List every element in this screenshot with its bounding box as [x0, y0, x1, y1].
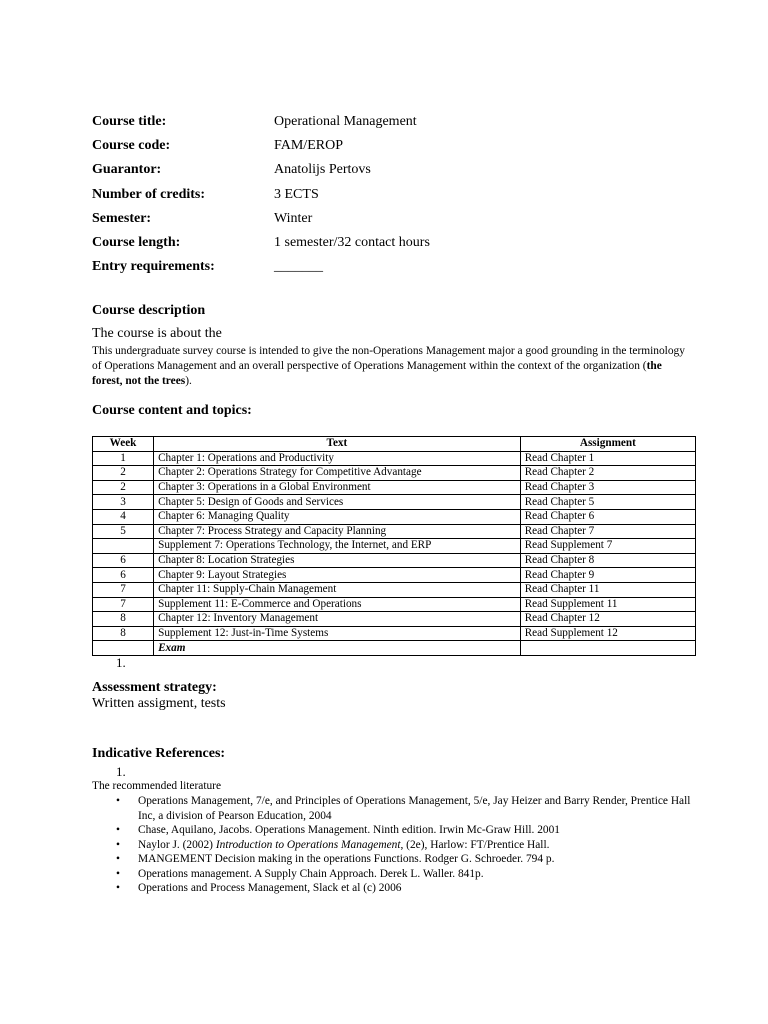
table-row: [93, 451, 696, 466]
cell-assignment: Read Supplement 11: [520, 597, 695, 612]
topics-table: [92, 436, 696, 656]
meta-row-length: [92, 231, 692, 255]
meta-row-entry: [92, 255, 692, 279]
meta-row-guarantor: [92, 158, 692, 182]
list-item: [92, 794, 692, 823]
cell-week: 1: [93, 451, 154, 466]
cell-assignment: Read Chapter 2: [520, 466, 695, 481]
references-number: 1.: [116, 764, 126, 779]
reference-text: Chase, Aquilano, Jacobs. Operations Management. Ninth edition. Irwin Mc-Graw Hill. 2001: [138, 824, 561, 836]
cell-text: Chapter 11: Supply-Chain Management: [154, 582, 521, 597]
meta-value: Anatolijs Pertovs: [274, 162, 371, 178]
cell-text: Chapter 5: Design of Goods and Services: [154, 495, 521, 510]
description-heading: Course description: [92, 303, 206, 318]
table-row: [93, 539, 696, 554]
table-header-row: [93, 437, 696, 452]
meta-label: Course title:: [92, 114, 167, 130]
table-row: [93, 509, 696, 524]
cell-assignment: [520, 641, 695, 656]
meta-value: 1 semester/32 contact hours: [274, 235, 430, 251]
assessment-text: Written assigment, tests: [92, 696, 226, 711]
header-assignment: Assignment: [520, 437, 695, 452]
table-row: [93, 553, 696, 568]
meta-value: 3 ECTS: [274, 186, 319, 202]
description-intro: The course is about the: [92, 326, 222, 341]
cell-week: 8: [93, 626, 154, 641]
cell-text: Chapter 6: Managing Quality: [154, 509, 521, 524]
table-row: [93, 480, 696, 495]
cell-week: 7: [93, 597, 154, 612]
assessment-heading: Assessment strategy:: [92, 680, 217, 695]
list-item: [92, 867, 692, 882]
list-item: [92, 852, 692, 867]
cell-week: [93, 641, 154, 656]
table-row: [93, 466, 696, 481]
reference-text: Operations management. A Supply Chain Approach. Derek L. Waller. 841p.: [138, 867, 484, 880]
cell-assignment: Read Chapter 1: [520, 451, 695, 466]
header-week: Week: [93, 437, 154, 452]
bullet-icon: •: [116, 795, 120, 807]
cell-text: Chapter 2: Operations Strategy for Competitive Advantage: [154, 466, 521, 481]
references-list: [92, 794, 692, 896]
cell-week: 5: [93, 524, 154, 539]
table-row-exam: [93, 641, 696, 656]
cell-assignment: Read Supplement 7: [520, 539, 695, 554]
description-text-bold: the forest, not the trees: [92, 360, 662, 387]
cell-assignment: Read Chapter 8: [520, 553, 695, 568]
cell-assignment: Read Chapter 12: [520, 612, 695, 627]
bullet-icon: •: [116, 882, 120, 894]
cell-week: 8: [93, 612, 154, 627]
meta-row-semester: [92, 207, 692, 231]
bullet-icon: •: [116, 853, 120, 865]
meta-label: Entry requirements:: [92, 259, 215, 275]
table-row: [93, 582, 696, 597]
list-item: [92, 838, 692, 853]
meta-row-title: [92, 110, 692, 134]
table-row: [93, 597, 696, 612]
cell-text: Chapter 8: Location Strategies: [154, 553, 521, 568]
content-heading: Course content and topics:: [92, 403, 252, 418]
table-row: [93, 626, 696, 641]
cell-text: Chapter 12: Inventory Management: [154, 612, 521, 627]
cell-week: 2: [93, 466, 154, 481]
table-row: [93, 568, 696, 583]
cell-text: Chapter 7: Process Strategy and Capacity Planning: [154, 524, 521, 539]
meta-value: Winter: [274, 210, 313, 226]
meta-row-code: [92, 134, 692, 158]
list-number: 1.: [116, 655, 126, 670]
cell-week: 6: [93, 568, 154, 583]
cell-week: 3: [93, 495, 154, 510]
meta-label: Course code:: [92, 138, 171, 154]
cell-assignment: Read Chapter 5: [520, 495, 695, 510]
cell-assignment: Read Supplement 12: [520, 626, 695, 641]
description-text-before: This undergraduate survey course is intended to give the non-Operations Management major a good grounding in the terminology of Operations Management and an overall perspective of Operations Management within the context of the organization (: [92, 345, 685, 372]
description-text: [92, 344, 692, 389]
bullet-icon: •: [116, 824, 120, 836]
cell-assignment: Read Chapter 9: [520, 568, 695, 583]
cell-exam: Exam: [154, 641, 521, 656]
cell-text: Supplement 12: Just-in-Time Systems: [154, 626, 521, 641]
references-intro: The recommended literature: [92, 780, 222, 792]
cell-week: 7: [93, 582, 154, 597]
list-item: [92, 881, 692, 896]
course-meta: [92, 110, 692, 279]
description-text-after: ).: [185, 375, 192, 387]
meta-row-credits: [92, 183, 692, 207]
meta-label: Semester:: [92, 210, 152, 226]
references-heading: Indicative References:: [92, 746, 226, 761]
cell-assignment: Read Chapter 3: [520, 480, 695, 495]
reference-text: Operations and Process Management, Slack et al (c) 2006: [138, 882, 402, 894]
meta-value: _______: [274, 259, 323, 275]
header-text: Text: [154, 437, 521, 452]
table-row: [93, 495, 696, 510]
cell-week: 2: [93, 480, 154, 495]
meta-value: FAM/EROP: [274, 138, 343, 154]
cell-assignment: Read Chapter 7: [520, 524, 695, 539]
cell-assignment: Read Chapter 11: [520, 582, 695, 597]
cell-week: 4: [93, 509, 154, 524]
cell-week: [93, 539, 154, 554]
bullet-icon: •: [116, 838, 120, 851]
table-row: [93, 612, 696, 627]
meta-label: Guarantor:: [92, 162, 162, 178]
reference-text: MANGEMENT Decision making in the operations Functions. Rodger G. Schroeder. 794 p.: [138, 853, 555, 865]
bullet-icon: •: [116, 867, 120, 880]
cell-text: Supplement 7: Operations Technology, the Internet, and ERP: [154, 539, 521, 554]
cell-text: Chapter 9: Layout Strategies: [154, 568, 521, 583]
meta-value: Operational Management: [274, 114, 417, 130]
cell-week: 6: [93, 553, 154, 568]
cell-text: Supplement 11: E-Commerce and Operations: [154, 597, 521, 612]
list-item: [92, 823, 692, 838]
cell-text: Chapter 3: Operations in a Global Environment: [154, 480, 521, 495]
reference-text: Operations Management, 7/e, and Principles of Operations Management, 5/e, Jay Heizer and Barry Render, Prentice Hall Inc, a division of Pearson Education, 2004: [138, 795, 691, 822]
meta-label: Number of credits:: [92, 186, 206, 202]
reference-text-before: Naylor J. (2002): [138, 838, 216, 851]
meta-label: Course length:: [92, 235, 181, 251]
cell-assignment: Read Chapter 6: [520, 509, 695, 524]
table-row: [93, 524, 696, 539]
cell-text: Chapter 1: Operations and Productivity: [154, 451, 521, 466]
reference-text-after: , (2e), Harlow: FT/Prentice Hall.: [400, 838, 550, 851]
reference-text-italic: Introduction to Operations Management: [215, 838, 401, 851]
